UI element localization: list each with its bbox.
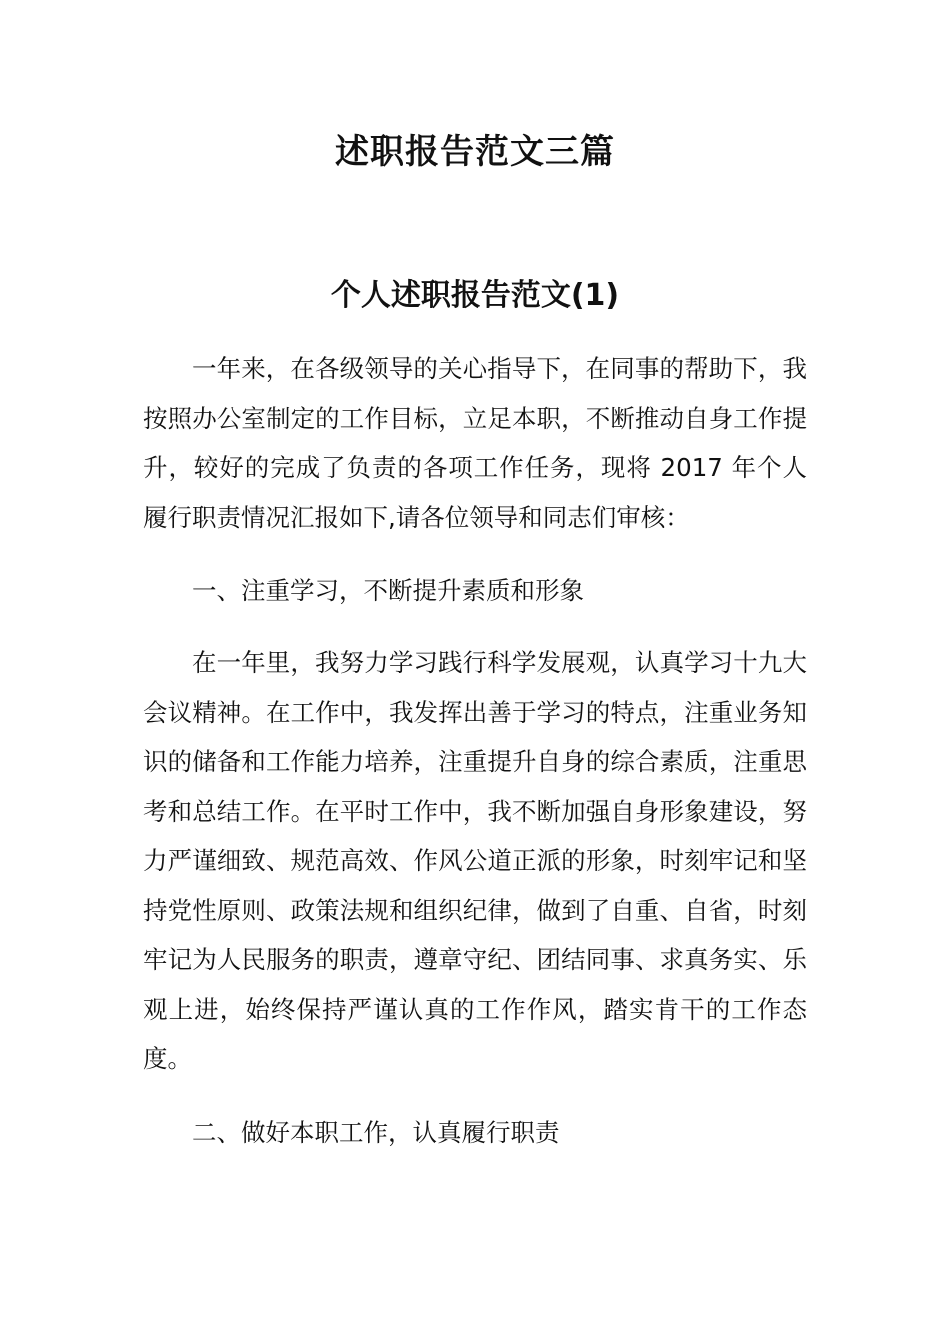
section-heading-2: 二、做好本职工作，认真履行职责 xyxy=(192,1118,560,1147)
paragraph-section-1: 在一年里，我努力学习践行科学发展观，认真学习十九大会议精神。在工作中，我发挥出善于学习的特点，注重业务知识的储备和工作能力培养，注重提升自身的综合素质，注重思考和总结工作。在平时工作中，我不断加强自身形象建设，努力严谨细致、规范高效、作风公道正派的形象，时刻牢记和坚持党性原则、政策法规和组织纪律，做到了自重、自省，时刻牢记为人民服务的职责，遵章守纪、团结同事、求真务实、乐观上进，始终保持严谨认真的工作作风，踏实肯干的工作态度。 xyxy=(143,648,807,1073)
document-title: 述职报告范文三篇 xyxy=(335,132,615,172)
document-subtitle: 个人述职报告范文(1) xyxy=(330,278,620,313)
paragraph-intro: 一年来，在各级领导的关心指导下，在同事的帮助下，我按照办公室制定的工作目标，立足本职，不断推动自身工作提升，较好的完成了负责的各项工作任务，现将 2017 年个人履行职责情况汇报如下,请各位领导和同志们审核： xyxy=(143,354,807,532)
section-heading-1: 一、注重学习，不断提升素质和形象 xyxy=(192,576,584,605)
